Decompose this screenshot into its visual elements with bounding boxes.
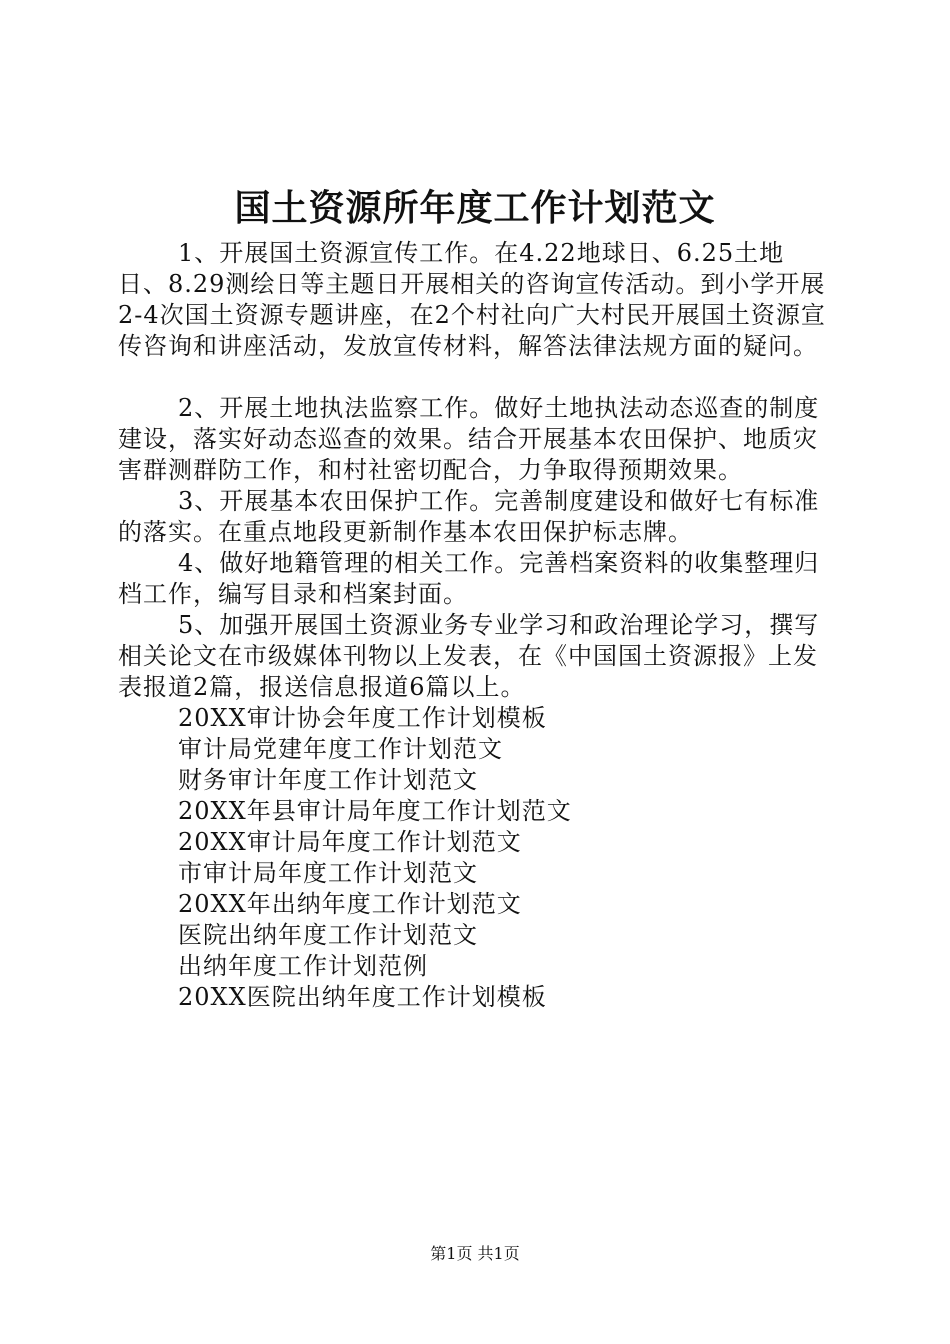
related-link[interactable]: 20XX审计协会年度工作计划模板 [178,704,547,732]
paragraph-2: 2、开展土地执法监察工作。做好土地执法动态巡查的制度建设，落实好动态巡查的效果。结合开展基本农田保护、地质灾害群测群防工作，和村社密切配合，力争取得预期效果。 [118,394,820,484]
related-link[interactable]: 20XX医院出纳年度工作计划模板 [178,983,547,1011]
related-link[interactable]: 医院出纳年度工作计划范文 [178,921,478,949]
related-link[interactable]: 市审计局年度工作计划范文 [178,859,478,887]
paragraph-1: 1、开展国土资源宣传工作。在4.22地球日、6.25土地日、8.29测绘日等主题日开展相关的咨询宣传活动。到小学开展2-4次国土资源专题讲座，在2个村社向广大村民开展国土资源宣传咨询和讲座活动，发放宣传材料，解答法律法规方面的疑问。 [118,239,826,360]
related-link[interactable]: 20XX审计局年度工作计划范文 [178,828,522,856]
paragraph-3: 3、开展基本农田保护工作。完善制度建设和做好七有标准的落实。在重点地段更新制作基本农田保护标志牌。 [118,487,820,546]
related-link[interactable]: 审计局党建年度工作计划范文 [178,735,503,763]
page-footer: 第1页 共1页 [430,1244,520,1263]
related-link[interactable]: 财务审计年度工作计划范文 [178,766,478,794]
document-body [118,238,834,1013]
paragraph-4: 4、做好地籍管理的相关工作。完善档案资料的收集整理归档工作，编写目录和档案封面。 [118,549,820,608]
related-links-list [118,703,834,1013]
related-link[interactable]: 20XX年出纳年度工作计划范文 [178,890,522,918]
related-link[interactable]: 出纳年度工作计划范例 [178,952,428,980]
paragraph-5: 5、加强开展国土资源业务专业学习和政治理论学习，撰写相关论文在市级媒体刊物以上发表，在《中国国土资源报》上发表报道2篇，报送信息报道6篇以上。 [118,611,820,701]
related-link[interactable]: 20XX年县审计局年度工作计划范文 [178,797,572,825]
document-title: 国土资源所年度工作计划范文 [234,187,716,229]
